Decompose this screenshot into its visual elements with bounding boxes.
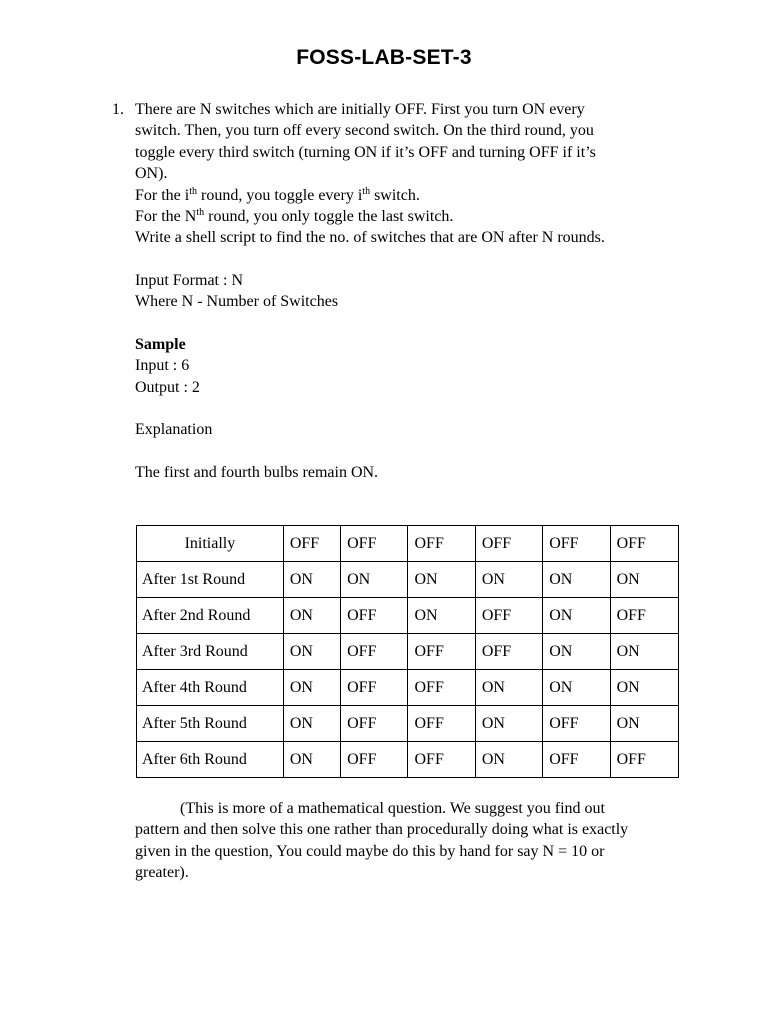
ith-line-part: For the i	[135, 186, 190, 204]
note-paragraph	[135, 798, 683, 884]
switch-state-cell: ON	[283, 706, 340, 742]
table-row	[137, 706, 679, 742]
row-label: After 6th Round	[137, 742, 284, 778]
switch-state-cell: ON	[283, 598, 340, 634]
question-number: 1.	[112, 101, 124, 118]
input-format: Input Format : N	[135, 272, 243, 289]
nth-round-line	[135, 206, 675, 227]
note-line: pattern and then solve this one rather than procedurally doing what is exactly	[135, 821, 629, 839]
nth-line-part: round, you only toggle the last switch.	[204, 208, 454, 226]
row-label: After 4th Round	[137, 670, 284, 706]
row-label: After 2nd Round	[137, 598, 284, 634]
question-line: There are N switches which are initially OFF. First you turn ON every	[135, 101, 585, 118]
sample-heading: Sample	[135, 336, 186, 353]
table-row	[137, 742, 679, 778]
switch-state-cell: OFF	[341, 526, 408, 562]
switch-state-cell: OFF	[408, 634, 475, 670]
question-line: switch. Then, you turn off every second switch. On the third round, you	[135, 122, 594, 140]
explanation-text: The first and fourth bulbs remain ON.	[135, 464, 379, 481]
switch-state-cell: ON	[408, 562, 475, 598]
table-row	[137, 526, 679, 562]
switch-state-cell: OFF	[610, 742, 678, 778]
switch-state-cell: ON	[283, 634, 340, 670]
switch-state-cell: ON	[610, 562, 678, 598]
input-format-section	[135, 270, 675, 313]
table-row	[137, 670, 679, 706]
switch-state-cell: OFF	[610, 598, 678, 634]
switch-state-cell: ON	[543, 670, 610, 706]
row-label: Initially	[137, 526, 284, 562]
switch-state-cell: OFF	[283, 526, 340, 562]
switch-state-cell: OFF	[408, 742, 475, 778]
question-text	[135, 99, 675, 249]
switch-state-cell: OFF	[543, 742, 610, 778]
switch-state-cell: OFF	[543, 526, 610, 562]
switch-state-cell: ON	[543, 562, 610, 598]
superscript: th	[362, 185, 371, 197]
nth-line-part: For the N	[135, 208, 197, 226]
switch-state-cell: ON	[610, 634, 678, 670]
switch-state-cell: ON	[610, 706, 678, 742]
switch-state-cell: OFF	[341, 598, 408, 634]
table-row	[137, 598, 679, 634]
switch-state-cell: ON	[283, 562, 340, 598]
switch-state-table	[136, 525, 679, 778]
row-label: After 5th Round	[137, 706, 284, 742]
switch-state-cell: ON	[283, 742, 340, 778]
ith-line-part: round, you toggle every i	[197, 186, 363, 204]
note-line: greater).	[135, 864, 189, 882]
input-where: Where N - Number of Switches	[135, 293, 339, 311]
ith-line-part: switch.	[370, 186, 420, 204]
switch-state-cell: ON	[475, 706, 542, 742]
sample-output: Output : 2	[135, 378, 200, 396]
switch-state-cell: OFF	[341, 634, 408, 670]
note-line	[135, 798, 683, 819]
sample-section	[135, 334, 675, 398]
question-line: ON).	[135, 165, 168, 183]
note-line: given in the question, You could maybe do this by hand for say N = 10 or	[135, 842, 605, 860]
switch-state-cell: OFF	[475, 598, 542, 634]
switch-state-cell: ON	[475, 742, 542, 778]
page-title: FOSS-LAB-SET-3	[296, 46, 472, 69]
switch-state-cell: OFF	[341, 706, 408, 742]
switch-state-cell: ON	[610, 670, 678, 706]
row-label: After 1st Round	[137, 562, 284, 598]
switch-state-cell: OFF	[408, 526, 475, 562]
switch-state-cell: OFF	[341, 742, 408, 778]
switch-state-cell: ON	[475, 670, 542, 706]
superscript: th	[189, 185, 197, 197]
explanation-heading: Explanation	[135, 421, 213, 438]
switch-state-cell: OFF	[408, 670, 475, 706]
switch-state-cell: ON	[475, 562, 542, 598]
superscript: th	[196, 207, 205, 219]
switch-state-cell: ON	[341, 562, 408, 598]
switch-state-cell: ON	[283, 670, 340, 706]
switch-state-cell: ON	[543, 598, 610, 634]
sample-input: Input : 6	[135, 357, 190, 375]
ith-round-line	[135, 185, 675, 206]
switch-state-cell: OFF	[341, 670, 408, 706]
switch-state-cell: OFF	[475, 634, 542, 670]
switch-state-cell: OFF	[475, 526, 542, 562]
switch-state-cell: ON	[543, 634, 610, 670]
note-line-text: (This is more of a mathematical question. We suggest you find out	[180, 800, 605, 817]
task-line: Write a shell script to find the no. of switches that are ON after N rounds.	[135, 229, 605, 247]
switch-state-cell: OFF	[408, 706, 475, 742]
switch-state-cell: ON	[408, 598, 475, 634]
switch-state-cell: OFF	[543, 706, 610, 742]
table-row	[137, 634, 679, 670]
switch-state-cell: OFF	[610, 526, 678, 562]
table-row	[137, 562, 679, 598]
question-line: toggle every third switch (turning ON if it’s OFF and turning OFF if it’s	[135, 143, 596, 161]
row-label: After 3rd Round	[137, 634, 284, 670]
